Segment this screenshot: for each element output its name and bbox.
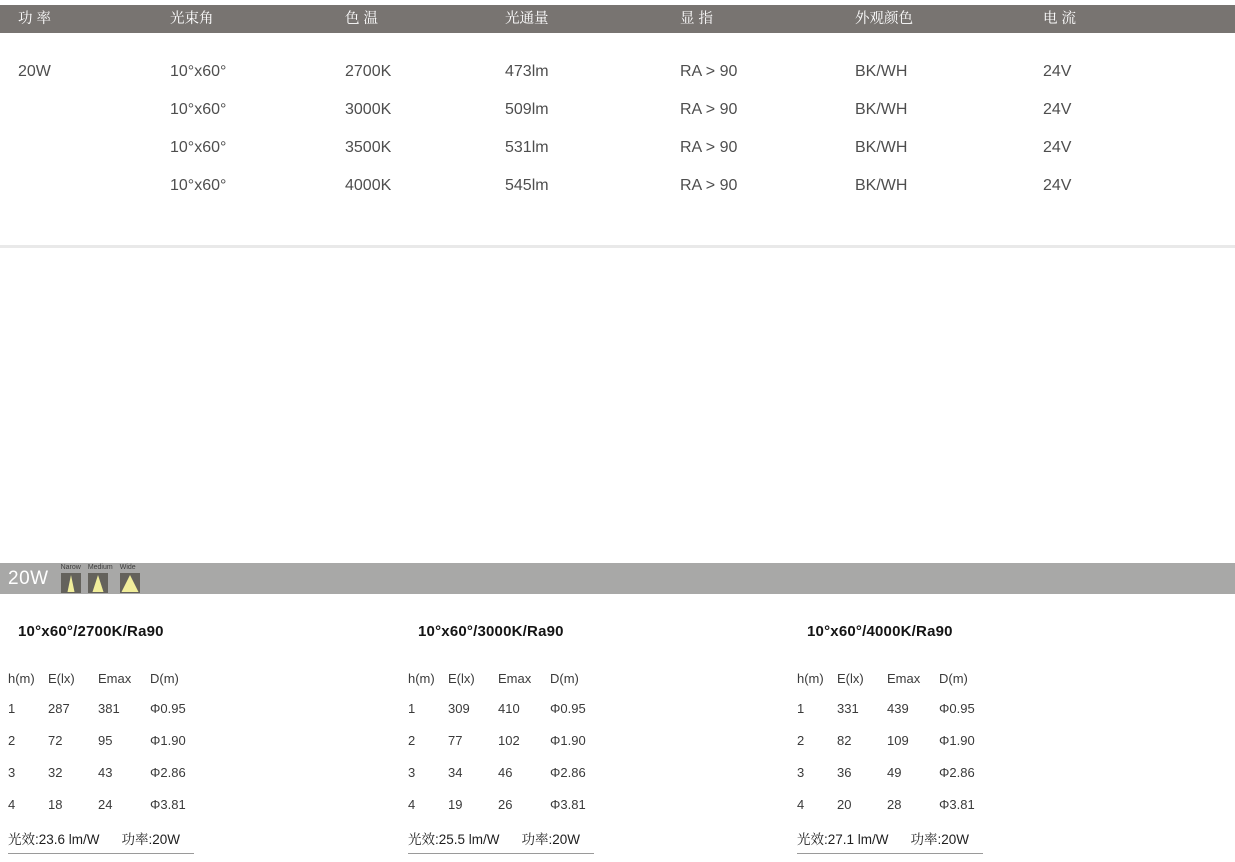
- wide-beam-icon: [120, 573, 140, 593]
- data-cell: 3: [8, 765, 16, 780]
- data-cell: Φ2.86: [150, 765, 186, 780]
- data-cell: Φ2.86: [550, 765, 586, 780]
- photometric-grid: [408, 670, 648, 822]
- spec-cell-cri: RA > 90: [680, 177, 738, 194]
- spec-sheet-page: [0, 5, 1235, 862]
- spec-cell-beam: 10°x60°: [170, 177, 227, 194]
- spec-cell-cri: RA > 90: [680, 63, 738, 80]
- spec-table-row: [0, 129, 1235, 167]
- col-header-h: h(m): [8, 671, 35, 686]
- col-header-emax: Emax: [887, 671, 921, 686]
- col-header-e: E(lx): [448, 671, 475, 686]
- table-title: 10°x60°/2700K/Ra90: [18, 623, 164, 640]
- spec-cell-flux: 473lm: [505, 63, 549, 80]
- spec-cell-finish: BK/WH: [855, 101, 908, 118]
- col-header-e: E(lx): [837, 671, 864, 686]
- spec-table-header-row: [0, 5, 1235, 33]
- data-cell: 2: [408, 733, 416, 748]
- data-cell: 331: [837, 701, 859, 716]
- efficacy-label: 光效:25.5 lm/W: [408, 832, 500, 847]
- data-cell: 109: [887, 733, 909, 748]
- data-cell: 77: [448, 733, 463, 748]
- spec-table-row: [0, 91, 1235, 129]
- data-cell: 28: [887, 797, 902, 812]
- spec-cell-power: 20W: [18, 63, 51, 80]
- spec-header-cct: 色 温: [345, 11, 379, 27]
- spec-table-body: [0, 33, 1235, 205]
- data-cell: 4: [797, 797, 805, 812]
- col-header-h: h(m): [408, 671, 435, 686]
- data-cell: Φ0.95: [150, 701, 186, 716]
- data-cell: 1: [408, 701, 416, 716]
- data-cell: Φ0.95: [550, 701, 586, 716]
- spec-cell-voltage: 24V: [1043, 177, 1072, 194]
- data-cell: 381: [98, 701, 120, 716]
- efficacy-label: 光效:23.6 lm/W: [8, 832, 100, 847]
- spec-cell-beam: 10°x60°: [170, 63, 227, 80]
- data-cell: 4: [408, 797, 416, 812]
- spec-cell-voltage: 24V: [1043, 101, 1072, 118]
- photometric-table-3000k: [408, 622, 648, 854]
- data-cell: Φ3.81: [550, 797, 586, 812]
- spec-table-row: [0, 53, 1235, 91]
- efficacy-label: 光效:27.1 lm/W: [797, 832, 889, 847]
- beam-bar-power-label: 20W: [8, 567, 49, 589]
- medium-beam-icon: [88, 573, 108, 593]
- data-cell: 439: [887, 701, 909, 716]
- table-title: 10°x60°/4000K/Ra90: [807, 623, 953, 640]
- narrow-beam-icon: [61, 573, 81, 593]
- col-header-d: D(m): [939, 671, 968, 686]
- data-cell: 43: [98, 765, 113, 780]
- data-cell: 95: [98, 733, 113, 748]
- beam-option-medium: [88, 564, 113, 593]
- data-cell: Φ1.90: [939, 733, 975, 748]
- data-cell: 36: [837, 765, 852, 780]
- beam-options-bar: [0, 563, 1235, 594]
- data-cell: 287: [48, 701, 70, 716]
- spec-cell-voltage: 24V: [1043, 139, 1072, 156]
- data-cell: 102: [498, 733, 520, 748]
- spec-cell-beam: 10°x60°: [170, 139, 227, 156]
- data-cell: 1: [797, 701, 805, 716]
- photometric-grid: [8, 670, 248, 822]
- spec-header-power: 功 率: [18, 11, 52, 27]
- power-label: 功率:20W: [910, 832, 970, 847]
- power-label: 功率:20W: [521, 832, 581, 847]
- col-header-emax: Emax: [98, 671, 132, 686]
- data-cell: Φ3.81: [150, 797, 186, 812]
- spec-cell-flux: 545lm: [505, 177, 549, 194]
- table-title: 10°x60°/3000K/Ra90: [418, 623, 564, 640]
- data-cell: 46: [498, 765, 513, 780]
- col-header-emax: Emax: [498, 671, 532, 686]
- data-cell: 82: [837, 733, 852, 748]
- spec-cell-finish: BK/WH: [855, 177, 908, 194]
- spec-cell-cri: RA > 90: [680, 101, 738, 118]
- spec-header-finish: 外观颜色: [855, 11, 913, 27]
- spec-header-cri: 显 指: [680, 11, 714, 27]
- spec-header-beam-angle: 光束角: [170, 11, 214, 27]
- data-cell: 3: [797, 765, 805, 780]
- col-header-d: D(m): [150, 671, 179, 686]
- spec-cell-cct: 4000K: [345, 177, 392, 194]
- beam-option-narrow: [61, 564, 81, 593]
- spec-header-flux: 光通量: [505, 11, 549, 27]
- spec-cell-cri: RA > 90: [680, 139, 738, 156]
- spec-cell-cct: 2700K: [345, 63, 392, 80]
- spec-cell-flux: 531lm: [505, 139, 549, 156]
- power-label: 功率:20W: [121, 832, 181, 847]
- data-cell: 72: [48, 733, 63, 748]
- photometric-table-4000k: [797, 622, 1037, 854]
- photometric-section: [0, 622, 1235, 858]
- data-cell: 3: [408, 765, 416, 780]
- data-cell: Φ1.90: [550, 733, 586, 748]
- col-header-e: E(lx): [48, 671, 75, 686]
- data-cell: Φ0.95: [939, 701, 975, 716]
- col-header-d: D(m): [550, 671, 579, 686]
- data-cell: 18: [48, 797, 63, 812]
- data-cell: 34: [448, 765, 463, 780]
- data-cell: 309: [448, 701, 470, 716]
- medium-beam-label: Medium: [87, 564, 113, 571]
- spec-cell-flux: 509lm: [505, 101, 549, 118]
- data-cell: 410: [498, 701, 520, 716]
- spec-cell-cct: 3500K: [345, 139, 392, 156]
- col-header-h: h(m): [797, 671, 824, 686]
- data-cell: 4: [8, 797, 16, 812]
- table-footer: [797, 828, 983, 854]
- spec-cell-voltage: 24V: [1043, 63, 1072, 80]
- data-cell: 32: [48, 765, 63, 780]
- data-cell: 1: [8, 701, 16, 716]
- beam-icon-set: [61, 564, 140, 593]
- spec-cell-finish: BK/WH: [855, 139, 908, 156]
- wide-beam-label: Wide: [119, 564, 136, 571]
- data-cell: Φ1.90: [150, 733, 186, 748]
- data-cell: 26: [498, 797, 513, 812]
- spec-cell-beam: 10°x60°: [170, 101, 227, 118]
- photometric-grid: [797, 670, 1037, 822]
- beam-option-wide: [120, 564, 140, 593]
- photometric-table-2700k: [8, 622, 248, 854]
- section-divider: [0, 245, 1235, 248]
- data-cell: Φ3.81: [939, 797, 975, 812]
- data-cell: 20: [837, 797, 852, 812]
- table-footer: [408, 828, 594, 854]
- data-cell: 49: [887, 765, 902, 780]
- spec-header-voltage: 电 流: [1043, 11, 1077, 27]
- spec-cell-finish: BK/WH: [855, 63, 908, 80]
- table-footer: [8, 828, 194, 854]
- data-cell: Φ2.86: [939, 765, 975, 780]
- data-cell: 24: [98, 797, 113, 812]
- spec-table-row: [0, 167, 1235, 205]
- narrow-beam-label: Narow: [60, 564, 81, 571]
- data-cell: 2: [797, 733, 805, 748]
- spec-cell-cct: 3000K: [345, 101, 392, 118]
- data-cell: 19: [448, 797, 463, 812]
- data-cell: 2: [8, 733, 16, 748]
